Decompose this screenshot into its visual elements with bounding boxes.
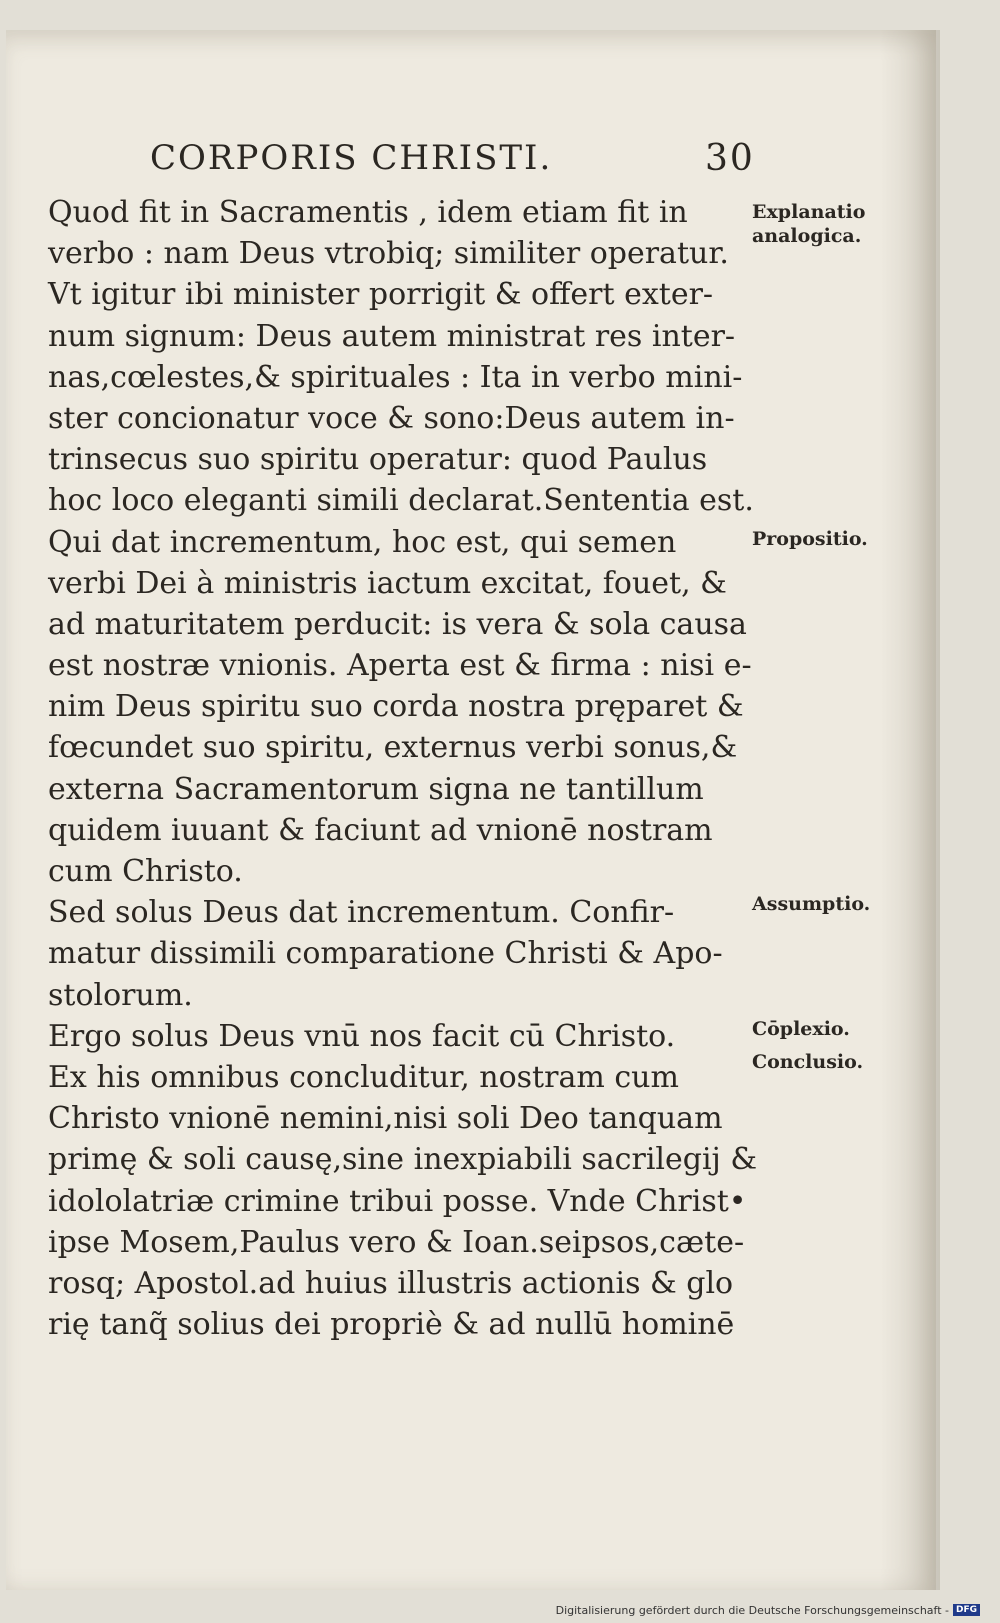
margin-note-assumptio bbox=[752, 892, 870, 916]
text-line: stolorum. bbox=[48, 977, 193, 1013]
text-line: num signum: Deus autem ministrat res inter- bbox=[48, 318, 736, 354]
text-line: Vt igitur ibi minister porrigit & offert exter- bbox=[48, 277, 714, 313]
margin-note-line: analogica. bbox=[752, 225, 862, 247]
text-line: cum Christo. bbox=[48, 854, 243, 889]
text-line: nim Deus spiritu suo corda nostra pręparet & bbox=[48, 689, 744, 725]
text-line: idololatriæ crimine tribui posse. Vnde Christ• bbox=[48, 1183, 747, 1219]
text-line: ipse Mosem,Paulus vero & Ioan.seipsos,cæte- bbox=[48, 1224, 745, 1260]
text-line: Qui dat incrementum, hoc est, qui semen bbox=[48, 524, 677, 560]
folio-number: 30 bbox=[705, 138, 755, 179]
running-title: CORPORIS CHRISTI. bbox=[150, 138, 553, 178]
text-line: quidem iuuant & faciunt ad vnionē nostram bbox=[48, 812, 713, 848]
footer-text: Digitalisierung gefördert durch die Deutsche Forschungsgemeinschaft - bbox=[555, 1603, 949, 1617]
margin-note-propositio bbox=[752, 527, 868, 551]
main-text-block bbox=[48, 192, 758, 1345]
running-header bbox=[150, 138, 755, 184]
text-line: verbo : nam Deus vtrobiq; similiter operatur. bbox=[48, 236, 729, 272]
text-line: Sed solus Deus dat incrementum. Confir- bbox=[48, 895, 675, 931]
text-line: est nostræ vnionis. Aperta est & firma : nisi e- bbox=[48, 648, 752, 684]
text-line: matur dissimili comparatione Christi & Apo- bbox=[48, 936, 723, 972]
margin-note-complexio bbox=[752, 1017, 850, 1041]
text-line: trinsecus suo spiritu operatur: quod Paulus bbox=[48, 442, 708, 478]
margin-note-line: Cōplexio. bbox=[752, 1018, 850, 1040]
text-line: Ergo solus Deus vnū nos facit cū Christo. bbox=[48, 1018, 676, 1054]
text-line: Quod fit in Sacramentis , idem etiam fit in bbox=[48, 195, 688, 230]
text-line: ster concionatur voce & sono:Deus autem in- bbox=[48, 400, 735, 436]
margin-note-line: Conclusio. bbox=[752, 1051, 864, 1073]
page-edge-shadow bbox=[880, 30, 940, 1590]
text-line: hoc loco eleganti simili declarat.Sententia est. bbox=[48, 483, 754, 519]
margin-note-conclusio bbox=[752, 1050, 863, 1074]
dfg-logo: DFG bbox=[953, 1604, 980, 1616]
text-line: rię tanq̃ solius dei propriè & ad nullū hominē bbox=[48, 1307, 735, 1343]
text-line: verbi Dei à ministris iactum excitat, fouet, & bbox=[48, 565, 727, 601]
margin-note-line: Assumptio. bbox=[752, 893, 871, 915]
text-line: rosq; Apostol.ad huius illustris actionis & glo bbox=[48, 1265, 734, 1301]
text-line: externa Sacramentorum signa ne tantillum bbox=[48, 771, 704, 807]
margin-note-explanatio bbox=[752, 200, 865, 248]
text-line: fœcundet suo spiritu, externus verbi sonus,& bbox=[48, 730, 738, 766]
text-line: Christo vnionē nemini,nisi soli Deo tanquam bbox=[48, 1101, 723, 1137]
margin-note-line: Propositio. bbox=[752, 528, 868, 550]
text-line: nas,cœlestes,& spirituales : Ita in verbo mini- bbox=[48, 359, 743, 395]
margin-note-line: Explanatio bbox=[752, 201, 866, 223]
text-line: primę & soli causę,sine inexpiabili sacrilegij & bbox=[48, 1142, 758, 1178]
digitization-footer bbox=[556, 1603, 980, 1617]
text-line: Ex his omnibus concluditur, nostram cum bbox=[48, 1059, 679, 1095]
text-line: ad maturitatem perducit: is vera & sola causa bbox=[48, 606, 747, 642]
